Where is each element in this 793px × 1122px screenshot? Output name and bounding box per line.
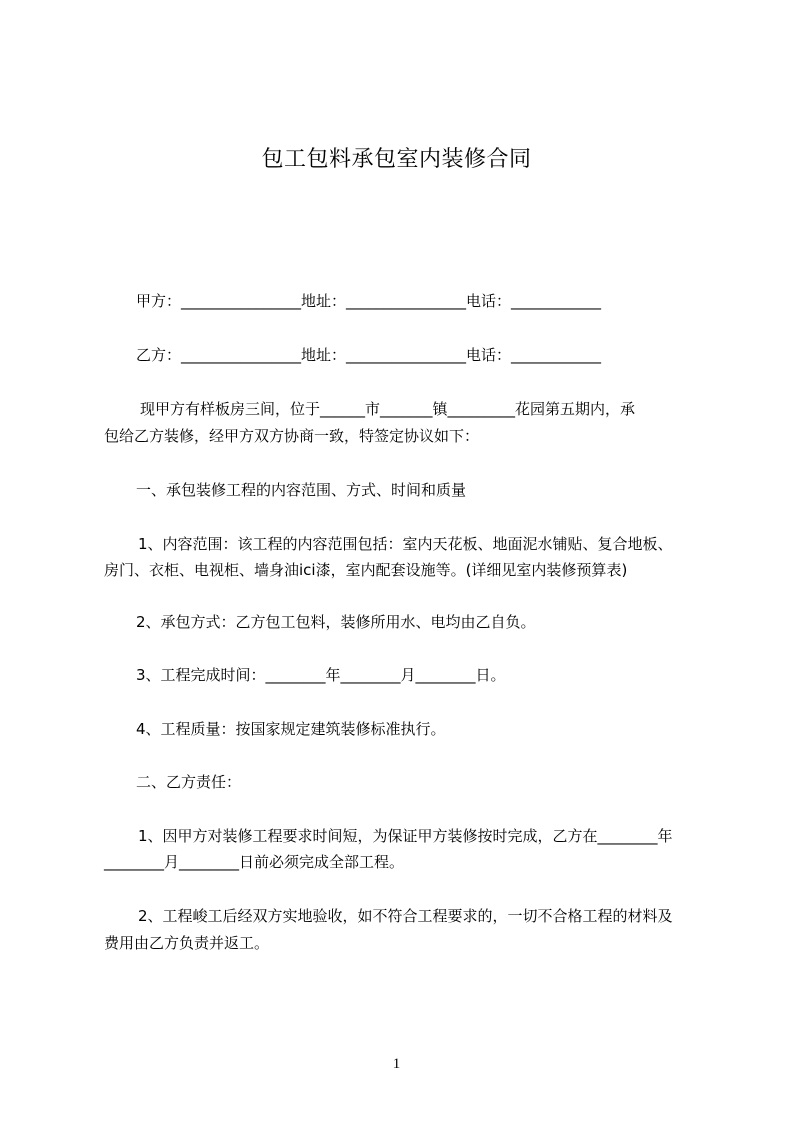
- intro-line-1: 现甲方有样板房三间，位于______市_______镇_________花园第五期内，承: [140, 400, 636, 418]
- section-2-item-1-line-2: ________月________日前必须完成全部工程。: [104, 853, 405, 871]
- section-1-heading: 一、承包装修工程的内容范围、方式、时间和质量: [136, 481, 467, 499]
- section-1-item-1-line-1: 1、内容范围：该工程的内容范围包括：室内天花板、地面泥水铺贴、复合地板、: [138, 535, 673, 553]
- section-1-item-4: 4、工程质量：按国家规定建筑装修标准执行。: [136, 720, 446, 738]
- party-a-line: 甲方：________________地址：________________电话：____________: [136, 292, 602, 310]
- page-number: 1: [392, 1056, 401, 1072]
- party-b-line: 乙方：________________地址：________________电话：____________: [136, 346, 602, 364]
- section-2-item-1-line-1: 1、因甲方对装修工程要求时间短，为保证甲方装修按时完成，乙方在________年: [138, 827, 673, 845]
- section-1-item-1-line-2: 房门、衣柜、电视柜、墙身油ici漆，室内配套设施等。(详细见室内装修预算表): [104, 561, 628, 579]
- section-1-item-2: 2、承包方式：乙方包工包料，装修所用水、电均由乙自负。: [136, 613, 536, 631]
- section-2-heading: 二、乙方责任：: [136, 773, 242, 791]
- section-1-item-3: 3、工程完成时间：________年________月________日。: [136, 666, 506, 684]
- section-2-item-2-line-1: 2、工程峻工后经双方实地验收，如不符合工程要求的，一切不合格工程的材料及: [138, 907, 673, 925]
- intro-line-2: 包给乙方装修，经甲方双方协商一致，特签定协议如下：: [104, 427, 480, 445]
- section-2-item-2-line-2: 费用由乙方负责并返工。: [104, 934, 270, 952]
- document-title: 包工包料承包室内装修合同: [261, 147, 532, 172]
